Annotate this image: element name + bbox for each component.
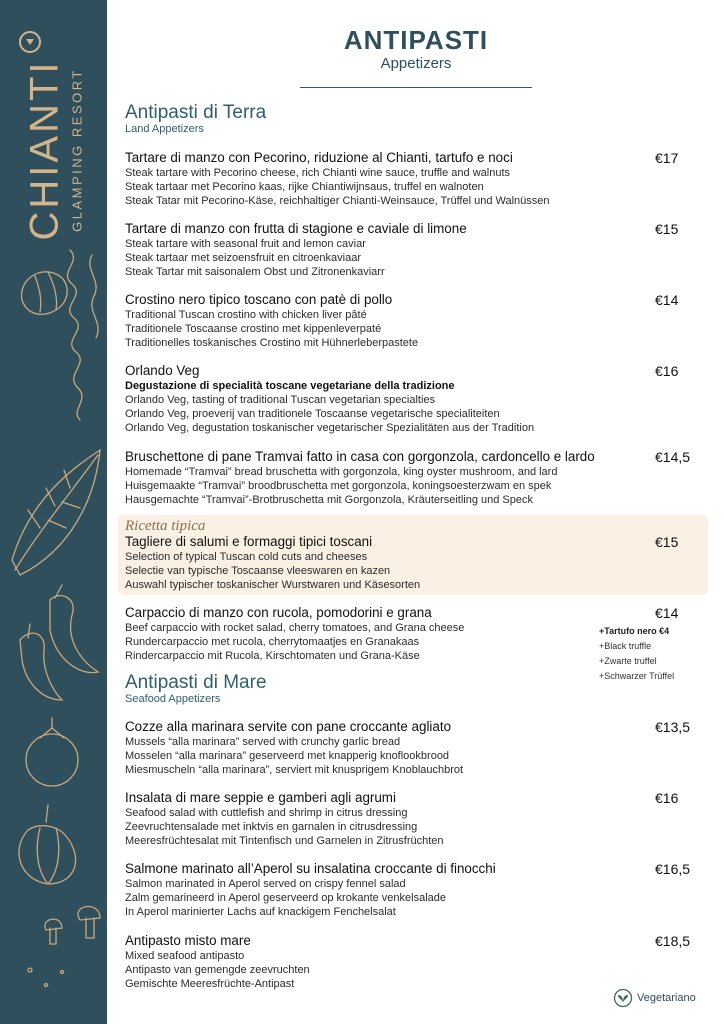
item-price: €13,5 — [655, 719, 691, 735]
item-desc-en: Salmon marinated in Aperol served on crispy fennel salad — [125, 878, 406, 890]
menu-item — [125, 790, 650, 848]
item-desc-en: Homemade “Tramvai” bread bruschetta with gorgonzola, king oyster mushroom, and lard — [125, 466, 558, 478]
item-desc-nl: Traditionele Toscaanse crostino met kippenleverpaté — [125, 323, 382, 335]
truffle-addon — [599, 624, 674, 684]
item-price: €14 — [655, 605, 679, 621]
menu-item — [125, 292, 650, 350]
item-name: Tartare di manzo con Pecorino, riduzione al Chianti, tartufo e noci — [125, 150, 513, 165]
vegetarian-leaf-icon — [613, 988, 633, 1008]
item-name: Insalata di mare seppie e gamberi agli agrumi — [125, 790, 396, 805]
item-price: €14,5 — [655, 449, 691, 465]
item-desc-en: Steak tartare with seasonal fruit and lemon caviar — [125, 238, 366, 250]
item-desc-de: Rindercarpaccio mit Rucola, Kirschtomaten und Grana-Käse — [125, 650, 420, 662]
vegetarian-label: Vegetariano — [637, 992, 696, 1004]
item-price: €15 — [655, 221, 679, 237]
menu-item — [125, 605, 650, 663]
menu-item — [125, 150, 650, 208]
header-divider — [300, 87, 532, 88]
item-desc-de: Meeresfrüchtesalat mit Tintenfisch und Garnelen in Zitrusfrüchten — [125, 835, 444, 847]
menu-item — [125, 933, 650, 991]
menu-item — [125, 861, 650, 919]
page-header — [300, 26, 532, 74]
item-desc-en: Traditional Tuscan crostino with chicken liver pâté — [125, 309, 367, 321]
item-name: Tartare di manzo con frutta di stagione e caviale di limone — [125, 221, 467, 236]
item-price: €17 — [655, 150, 679, 166]
menu-item — [125, 719, 650, 777]
item-name: Salmone marinato all’Aperol su insalatina croccante di finocchi — [125, 861, 496, 876]
section-title-mare: Antipasti di Mare — [125, 672, 267, 693]
item-desc-en: Steak tartare with Pecorino cheese, rich Chianti wine sauce, truffle and walnuts — [125, 167, 510, 179]
brand-name: CHIANTI — [22, 59, 67, 241]
menu-item — [125, 221, 650, 279]
item-name: Cozze alla marinara servite con pane croccante agliato — [125, 719, 452, 734]
item-price: €16 — [655, 790, 679, 806]
addon-title: +Tartufo nero €4 — [599, 626, 670, 636]
item-subtitle: Degustazione di specialità toscane vegetariane della tradizione — [125, 380, 455, 392]
page-title: ANTIPASTI — [343, 25, 489, 55]
item-desc-nl: Steak tartaar met Pecorino kaas, rijke Chiantiwijnsaus, truffel en walnoten — [125, 181, 484, 193]
brand-vertical — [22, 59, 85, 241]
item-price: €14 — [655, 292, 679, 308]
menu-item — [125, 518, 650, 592]
item-desc-nl: Huisgemaakte “Tramvai” broodbruschetta met gorgonzola, koningsoesterzwam en spek — [125, 480, 552, 492]
page-subtitle: Appetizers — [380, 55, 452, 72]
item-desc-de: In Aperol marinierter Lachs auf knackigem Fenchelsalat — [125, 906, 396, 918]
item-desc-nl: Mosselen “alla marinara” geserveerd met knapperig knoflookbrood — [125, 750, 450, 762]
item-desc-nl: Zeevruchtensalade met inktvis en garnalen in citrusdressing — [125, 821, 418, 833]
item-desc-de: Traditionelles toskanisches Crostino mit Hühnerleberpastete — [125, 337, 419, 349]
menu-item — [125, 363, 650, 435]
item-desc-de: Miesmuscheln “alla marinara”, serviert mit knusprigem Knoblauchbrot — [125, 764, 464, 776]
item-desc-nl: Steak tartaar met seizoensfruit en citroenkaviaar — [125, 252, 362, 264]
item-desc-de: Auswahl typischer toskanischer Wurstwaren und Käsesorten — [125, 579, 421, 591]
item-name: Orlando Veg — [125, 363, 200, 378]
item-price: €15 — [655, 534, 679, 550]
section-subtitle-terra: Land Appetizers — [125, 123, 204, 135]
item-desc-de: Steak Tartar mit saisonalem Obst und Zitronenkaviarr — [125, 266, 385, 278]
sidebar — [0, 0, 107, 1024]
menu-item — [125, 449, 650, 507]
item-desc-en: Beef carpaccio with rocket salad, cherry tomatoes, and Grana cheese — [125, 622, 465, 634]
item-desc-en: Seafood salad with cuttlefish and shrimp in citrus dressing — [125, 807, 408, 819]
item-name: Tagliere di salumi e formaggi tipici toscani — [125, 534, 373, 549]
item-desc-en: Selection of typical Tuscan cold cuts and cheeses — [125, 551, 368, 563]
item-price: €16,5 — [655, 861, 691, 877]
addon-line-nl: +Zwarte truffel — [599, 656, 657, 666]
item-price: €16 — [655, 363, 679, 379]
resort-logo-icon — [18, 30, 42, 54]
item-desc-nl: Selectie van typische Toscaanse vleeswaren en kazen — [125, 565, 391, 577]
item-desc-en: Mussels “alla marinara” served with crunchy garlic bread — [125, 736, 401, 748]
item-desc-en: Mixed seafood antipasto — [125, 950, 245, 962]
item-desc-nl: Zalm gemarineerd in Aperol geserveerd op krokante venkelsalade — [125, 892, 447, 904]
item-name: Crostino nero tipico toscano con patè di pollo — [125, 292, 393, 307]
item-desc-nl: Rundercarpaccio met rucola, cherrytomaatjes en Granakaas — [125, 636, 420, 648]
brand-subtitle: GLAMPING RESORT — [69, 68, 85, 232]
typical-recipe-tag: Ricetta tipica — [125, 518, 206, 534]
vegetarian-legend — [613, 988, 696, 1008]
section-subtitle-mare: Seafood Appetizers — [125, 693, 221, 705]
item-desc-de: Orlando Veg, degustation toskanischer vegetarischer Spezialitäten aus der Tradition — [125, 422, 535, 434]
item-desc-de: Steak Tatar mit Pecorino-Käse, reichhaltiger Chianti-Weinsauce, Trüffel und Walnüssen — [125, 195, 550, 207]
item-desc-nl: Orlando Veg, proeverij van traditionele Toscaanse vegetarische specialiteiten — [125, 408, 500, 420]
item-name: Antipasto misto mare — [125, 933, 251, 948]
addon-line-en: +Black truffle — [599, 641, 652, 651]
item-desc-de: Hausgemachte “Tramvai”-Brotbruschetta mit Gorgonzola, Kräuterseitling und Speck — [125, 494, 533, 506]
section-title-terra: Antipasti di Terra — [125, 102, 267, 123]
item-desc-nl: Antipasto van gemengde zeevruchten — [125, 964, 310, 976]
item-price: €18,5 — [655, 933, 691, 949]
item-name: Bruschettone di pane Tramvai fatto in casa con gorgonzola, cardoncello e lardo — [125, 449, 595, 464]
item-name: Carpaccio di manzo con rucola, pomodorini e grana — [125, 605, 432, 620]
addon-line-de: +Schwarzer Trüffel — [599, 671, 675, 681]
item-desc-en: Orlando Veg, tasting of traditional Tuscan vegetarian specialties — [125, 394, 436, 406]
item-desc-de: Gemischte Meeresfrüchte-Antipast — [125, 978, 295, 990]
